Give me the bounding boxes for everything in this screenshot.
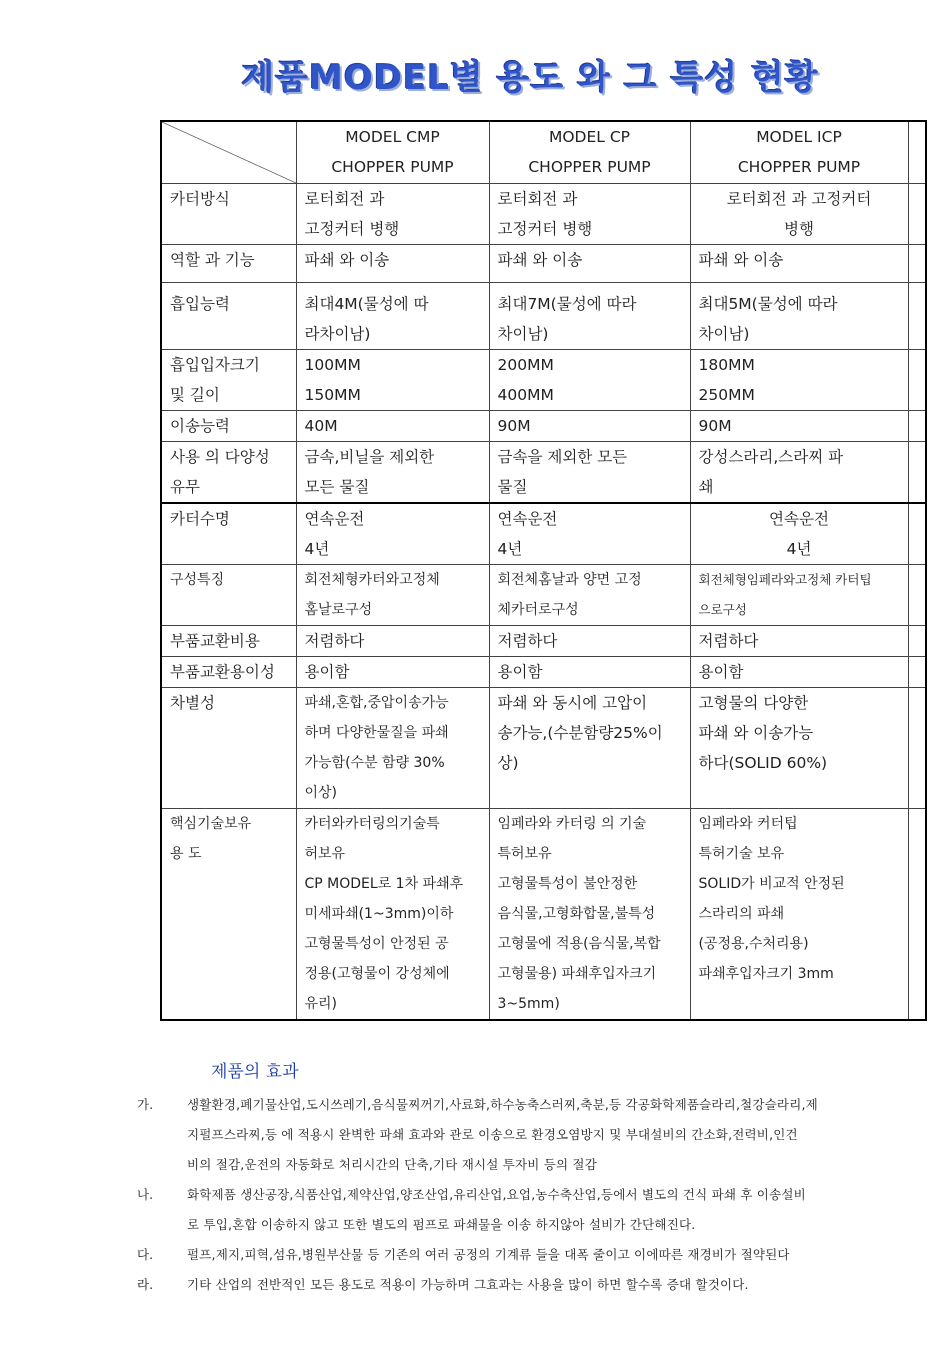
table-cell: 연속운전 4년 — [489, 503, 690, 565]
table-cell: 용이함 — [296, 656, 489, 687]
row-label: 부품교환비용 — [161, 625, 296, 656]
table-row — [161, 656, 926, 687]
spacer-cell — [908, 441, 926, 503]
list-item-text: 펄프,제지,피혁,섬유,병원부산물 등 기존의 여러 공정의 기계류 들을 대폭 줄이고 이에따른 재경비가 절약된다 — [187, 1247, 790, 1262]
effects-list — [137, 1090, 877, 1300]
table-header-row — [161, 121, 926, 183]
diagonal-header-cell — [161, 121, 296, 183]
table-row — [161, 687, 926, 808]
table-cell: 금속을 제외한 모든 물질 — [489, 441, 690, 503]
table-cell: 저렴하다 — [296, 625, 489, 656]
table-cell: 파쇄 와 이송 — [489, 244, 690, 282]
table-cell: 금속,비닐을 제외한 모든 물질 — [296, 441, 489, 503]
list-marker: 나. — [137, 1187, 154, 1202]
header-spacer-cell — [908, 121, 926, 183]
table-cell: 200MM 400MM — [489, 349, 690, 410]
row-label: 흡입입자크기 및 길이 — [161, 349, 296, 410]
table-cell: 90M — [690, 410, 908, 441]
spacer-cell — [908, 808, 926, 1020]
table-cell: 연속운전 4년 — [690, 503, 908, 565]
table-row — [161, 503, 926, 565]
table-cell: 용이함 — [489, 656, 690, 687]
table-row — [161, 625, 926, 656]
row-label: 흡입능력 — [161, 282, 296, 349]
table-cell: 180MM 250MM — [690, 349, 908, 410]
effects-heading: 제품의 효과 — [211, 1062, 299, 1082]
row-label: 카터수명 — [161, 503, 296, 565]
spacer-cell — [908, 687, 926, 808]
spacer-cell — [908, 183, 926, 244]
table-cell: 저렴하다 — [690, 625, 908, 656]
row-label: 차별성 — [161, 687, 296, 808]
spacer-cell — [908, 656, 926, 687]
table-cell: 90M — [489, 410, 690, 441]
row-label: 핵심기술보유 용 도 — [161, 808, 296, 1020]
header-model-cp: MODEL CP CHOPPER PUMP — [489, 121, 690, 183]
table-cell: 회전체홈날과 양면 고정 체카터로구성 — [489, 564, 690, 625]
table-cell: 카터와카터링의기술특 허보유 CP MODEL로 1차 파쇄후 미세파쇄(1~3mm)이하 고형물특성이 안정된 공 정용(고형물이 강성체에 유리) — [296, 808, 489, 1020]
table-row — [161, 410, 926, 441]
table-row — [161, 183, 926, 244]
list-item-text: 기타 산업의 전반적인 모든 용도로 적용이 가능하며 그효과는 사용을 많이 하면 할수록 증대 할것이다. — [187, 1277, 749, 1292]
table-cell: 로터회전 과 고정커터 병행 — [489, 183, 690, 244]
table-row — [161, 441, 926, 503]
table-cell: 파쇄 와 이송 — [296, 244, 489, 282]
table-cell: 임페라와 커터팁 특허기술 보유 SOLID가 비교적 안정된 스라리의 파쇄 (공정용,수처리용) 파쇄후입자크기 3mm — [690, 808, 908, 1020]
table-cell: 파쇄 와 동시에 고압이 송가능,(수분함량25%이 상) — [489, 687, 690, 808]
list-marker: 다. — [137, 1247, 154, 1262]
table-cell: 로터회전 과 고정커터 병행 — [690, 183, 908, 244]
table-row — [161, 564, 926, 625]
list-item-text: 화학제품 생산공장,식품산업,제약산업,양조산업,유리산업,요업,농수축산업,등에서 별도의 건식 파쇄 후 이송설비 로 투입,혼합 이송하지 않고 또한 별도의 펌프로 파쇄물을 이송 하지않아 설비가 간단해진다. — [187, 1187, 806, 1232]
table-cell: 100MM 150MM — [296, 349, 489, 410]
list-item-text: 생활환경,폐기물산업,도시쓰레기,음식물찌꺼기,사료화,하수농축스러찌,축분,등 각공화학제품슬라리,철강슬라리,제 지펄프스라찌,등 에 적용시 완벽한 파쇄 효과와 관로 이송으로 환경오염방지 및 부대설비의 간소화,전력비,인건 비의 절감,운전의 자동화로 처리시간의 단축,기타 재시설 투자비 등의 절감 — [187, 1097, 818, 1172]
header-model-icp: MODEL ICP CHOPPER PUMP — [690, 121, 908, 183]
row-label: 이송능력 — [161, 410, 296, 441]
spacer-cell — [908, 564, 926, 625]
spacer-cell — [908, 244, 926, 282]
row-label: 구성특징 — [161, 564, 296, 625]
table-cell: 회전체형임페라와고정체 카터팁 으로구성 — [690, 564, 908, 625]
table-cell: 저렴하다 — [489, 625, 690, 656]
table-row — [161, 808, 926, 1020]
row-label: 카터방식 — [161, 183, 296, 244]
table-row — [161, 282, 926, 349]
table-cell: 파쇄,혼합,중압이송가능 하며 다양한물질을 파쇄 가능함(수분 함량 30% 이상) — [296, 687, 489, 808]
spacer-cell — [908, 410, 926, 441]
list-marker: 라. — [137, 1277, 154, 1292]
row-label: 사용 의 다양성 유무 — [161, 441, 296, 503]
table-cell: 용이함 — [690, 656, 908, 687]
row-label: 부품교환용이성 — [161, 656, 296, 687]
row-label: 역할 과 기능 — [161, 244, 296, 282]
list-item — [137, 1270, 877, 1300]
table-cell: 회전체형카터와고정체 홈날로구성 — [296, 564, 489, 625]
table-cell: 고형물의 다양한 파쇄 와 이송가능 하다(SOLID 60%) — [690, 687, 908, 808]
list-item — [137, 1240, 877, 1270]
spacer-cell — [908, 349, 926, 410]
list-item — [137, 1090, 877, 1180]
header-model-cmp: MODEL CMP CHOPPER PUMP — [296, 121, 489, 183]
list-marker: 가. — [137, 1097, 154, 1112]
table-cell: 파쇄 와 이송 — [690, 244, 908, 282]
page-title: 제품MODEL별 용도 와 그 특성 현황 — [241, 58, 819, 98]
list-item — [137, 1180, 877, 1240]
table-cell: 최대5M(물성에 따라 차이남) — [690, 282, 908, 349]
spec-table — [160, 120, 927, 1021]
table-row — [161, 244, 926, 282]
table-cell: 강성스라리,스라찌 파 쇄 — [690, 441, 908, 503]
table-cell: 로터회전 과 고정커터 병행 — [296, 183, 489, 244]
spacer-cell — [908, 625, 926, 656]
spacer-cell — [908, 503, 926, 565]
spacer-cell — [908, 282, 926, 349]
table-cell: 연속운전 4년 — [296, 503, 489, 565]
table-cell: 최대4M(물성에 따 라차이남) — [296, 282, 489, 349]
table-cell: 40M — [296, 410, 489, 441]
table-cell: 최대7M(물성에 따라 차이남) — [489, 282, 690, 349]
table-cell: 임페라와 카터링 의 기술 특허보유 고형물특성이 불안정한 음식물,고형화합물,불특성 고형물에 적용(음식물,복합 고형물용) 파쇄후입자크기 3~5mm) — [489, 808, 690, 1020]
table-row — [161, 349, 926, 410]
